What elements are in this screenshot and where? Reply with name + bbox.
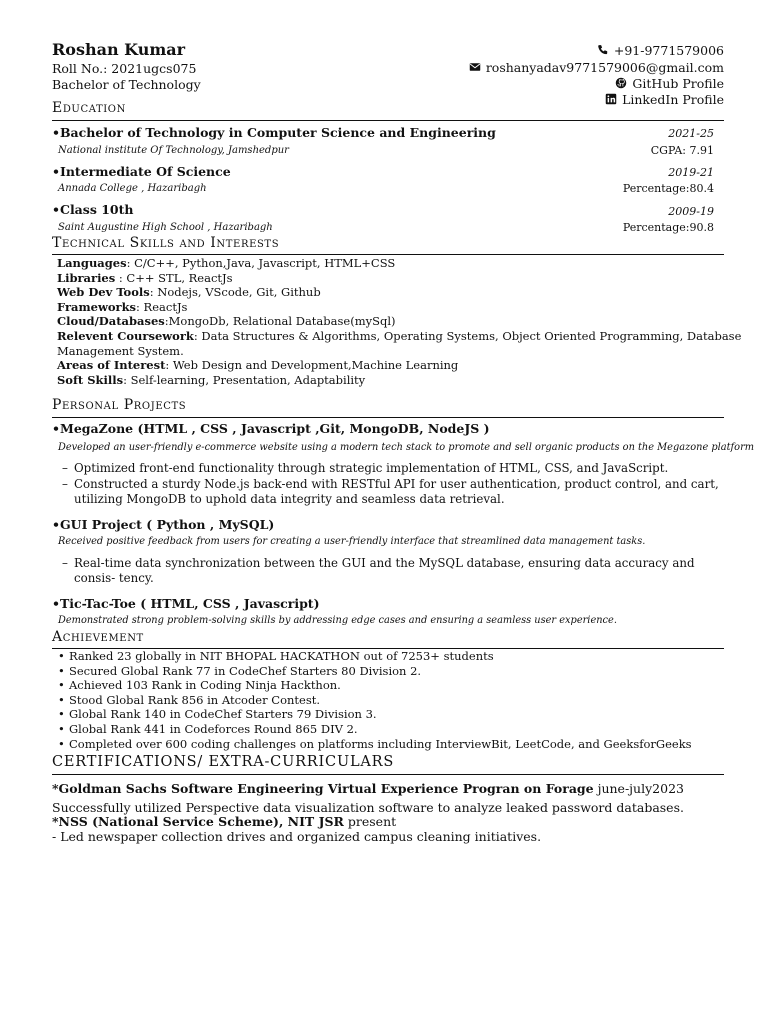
skill-line: Languages: C/C++, Python,Java, Javascript, HTML+CSS [57,256,396,270]
achievement-item: • Completed over 600 coding challenges on platforms including InterviewBit, LeetCode, and GeeksforGeeks [58,736,692,751]
education-entry-score: Percentage:80.4 [622,182,714,195]
achievement-item: • Ranked 23 globally in NIT BHOPAL HACKATHON out of 7253+ students [58,649,494,663]
education-heading: Education [52,100,126,116]
section-divider [52,417,724,418]
degree-label: Bachelor of Technology [52,77,201,92]
project-bullet: – Constructed a sturdy Node.js back-end with RESTful API for user authentication, product control, and cart, utilizing MongoDB to uphold data integrity and seamless data retrieval. [62,477,719,506]
linkedin-icon [605,93,617,105]
education-entry-date: 2021-25 [668,127,714,140]
github-link[interactable] [615,76,724,91]
skill-line: Management System. [57,343,184,358]
achievement-heading: Achievement [52,629,144,645]
project-title: •GUI Project ( Python , MySQL) [52,517,275,532]
education-entry-title: •Intermediate Of Science [52,164,231,179]
education-entry-score: Percentage:90.8 [622,221,714,234]
phone-contact[interactable] [597,43,724,58]
skill-line: Frameworks: ReactJs [57,299,188,314]
section-divider [52,120,724,121]
phone-text: +91-9771579006 [613,43,724,58]
achievement-item: • Stood Global Rank 856 in Atcoder Contest. [58,692,321,707]
skill-line: Libraries : C++ STL, ReactJs [57,270,233,285]
achievement-item: • Achieved 103 Rank in Coding Ninja Hackthon. [58,678,341,693]
skill-line: Areas of Interest: Web Design and Development,Machine Learning [57,358,459,373]
skill-line: Web Dev Tools: Nodejs, VScode, Git, Github [57,285,321,300]
education-entry-institute: Saint Augustine High School , Hazaribagh [58,222,273,233]
project-description: Demonstrated strong problem-solving skills by addressing edge cases and ensuring a seamless user experience. [58,615,617,626]
project-bullet: – Real-time data synchronization between the GUI and the MySQL database, ensuring data accuracy and consis- tency. [62,556,695,585]
education-entry-date: 2009-19 [668,205,714,218]
skill-line: Relevent Coursework: Data Structures & Algorithms, Operating Systems, Object Oriented Programming, Database [57,329,742,343]
email-text: roshanyadav9771579006@gmail.com [485,60,724,75]
education-entry-institute: Annada College , Hazaribagh [58,183,207,194]
education-entry-title: •Bachelor of Technology in Computer Science and Engineering [52,125,496,140]
candidate-name: Roshan Kumar [52,40,186,59]
section-divider [52,254,724,255]
certification-description: Successfully utilized Perspective data visualization software to analyze leaked password databases. [52,800,684,815]
roll-number: Roll No.: 2021ugcs075 [52,61,197,76]
skill-line: Soft Skills: Self-learning, Presentation, Adaptability [57,372,366,387]
achievement-item: • Global Rank 140 in CodeChef Starters 79 Division 3. [58,707,377,722]
project-bullet: – Optimized front-end functionality through strategic implementation of HTML, CSS, and JavaScript. [62,461,669,475]
certifications-heading: CERTIFICATIONS/ EXTRA-CURRICULARS [52,754,395,770]
linkedin-text: LinkedIn Profile [622,92,724,107]
achievement-item: • Secured Global Rank 77 in CodeChef Starters 80 Division 2. [58,663,422,678]
linkedin-link[interactable] [605,92,724,107]
extracurricular-description: - Led newspaper collection drives and organized campus cleaning initiatives. [52,829,542,844]
project-description: Received positive feedback from users for creating a user-friendly interface that streamlined data management tasks. [58,536,646,547]
github-text: GitHub Profile [632,76,724,91]
education-entry-date: 2019-21 [668,166,714,179]
section-divider [52,774,724,775]
project-description: Developed an user-friendly e-commerce website using a modern tech stack to promote and sell organic products on the Megazone platform [58,442,755,453]
education-entry-title: •Class 10th [52,202,134,217]
education-entry-institute: National institute Of Technology, Jamshedpur [58,145,289,156]
achievement-item: • Global Rank 441 in Codeforces Round 865 DIV 2. [58,722,358,736]
certification-entry: *Goldman Sachs Software Engineering Virtual Experience Progran on Forage june-july2023 [52,781,684,796]
project-title: •MegaZone (HTML , CSS , Javascript ,Git, MongoDB, NodeJS ) [52,421,490,436]
project-title: •Tic-Tac-Toe ( HTML, CSS , Javascript) [52,596,320,611]
phone-icon [597,44,609,56]
skill-line: Cloud/Databases:MongoDb, Relational Database(mySql) [57,314,396,329]
email-contact[interactable] [469,60,724,75]
education-entry-score: CGPA: 7.91 [650,144,714,157]
projects-heading: Personal Projects [52,397,187,413]
github-icon [615,77,627,89]
skills-heading: Technical Skills and Interests [52,235,280,251]
envelope-icon [469,61,481,73]
extracurricular-entry: *NSS (National Service Scheme), NIT JSR present [52,814,397,829]
